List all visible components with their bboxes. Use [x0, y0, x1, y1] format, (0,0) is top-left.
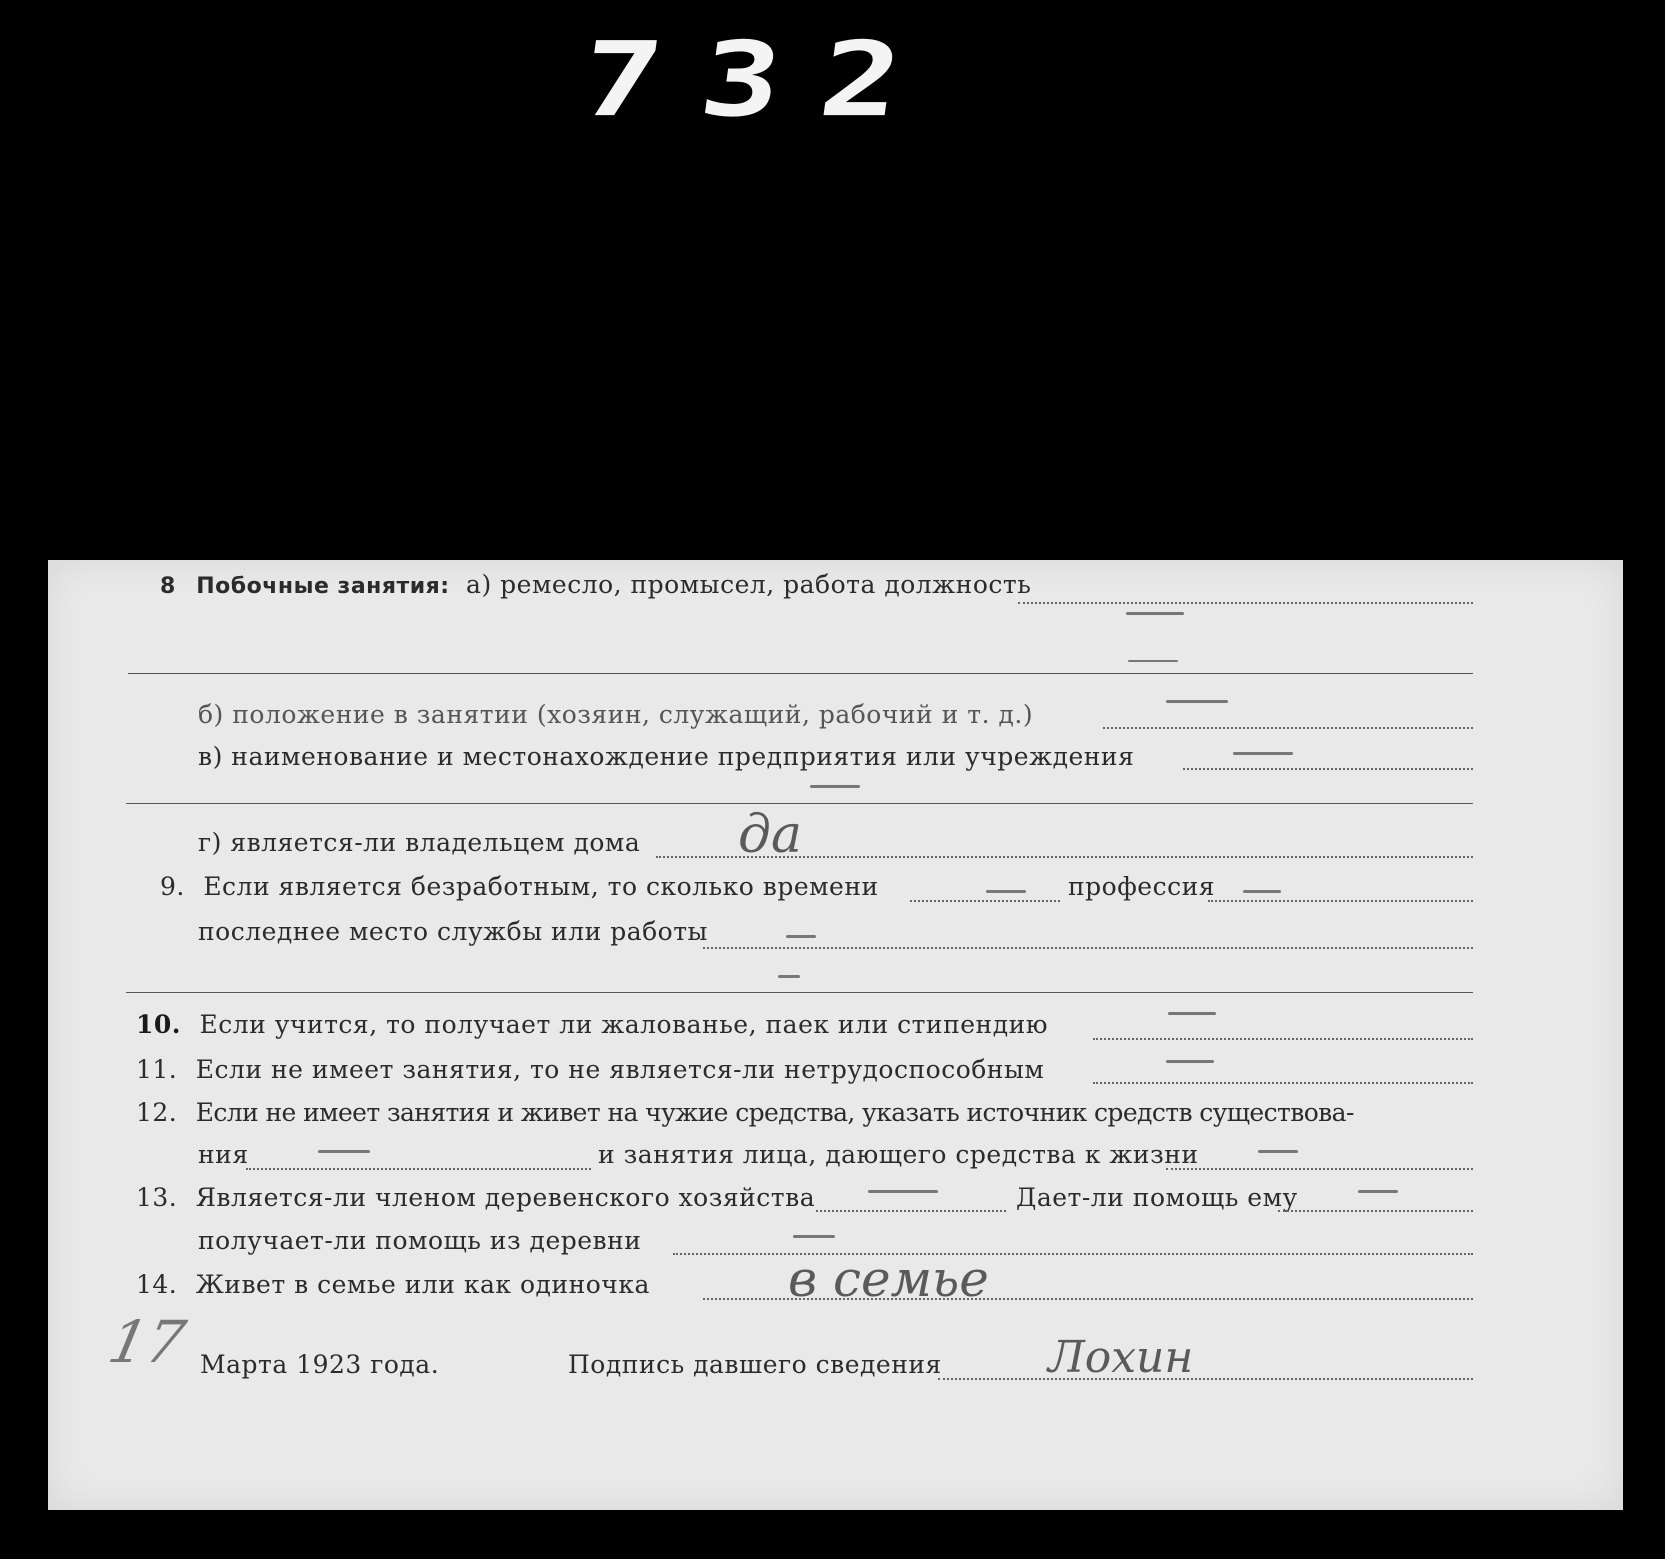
q9-last-dash — [786, 935, 816, 938]
q8v-text: в) наименование и местонахождение предприятия или учреждения — [198, 742, 1135, 771]
q12-person-dash — [1258, 1150, 1298, 1153]
signature-row — [568, 1350, 942, 1379]
q8b-text: б) положение в занятии (хозяин, служащий, рабочий и т. д.) — [198, 700, 1034, 729]
q8g-row — [198, 828, 640, 857]
q8a-dash — [1126, 612, 1184, 615]
q14-number: 14. — [136, 1270, 178, 1299]
q9-prof-dash — [1243, 890, 1281, 893]
q11-answer-line — [1093, 1082, 1473, 1084]
frame-number: 732 — [573, 20, 949, 141]
signature-line — [938, 1378, 1473, 1380]
q10-row — [136, 1010, 1048, 1039]
q14-text: Живет в семье или как одиночка — [195, 1270, 650, 1299]
q11-number: 11. — [136, 1055, 178, 1084]
q9-prof-wrap — [1068, 872, 1215, 901]
q12-person-line — [1166, 1168, 1473, 1170]
q13-help-dash — [1358, 1190, 1398, 1193]
q9-time-line — [910, 900, 1060, 902]
date-day: 17 — [102, 1308, 192, 1376]
q12-number: 12. — [136, 1098, 178, 1127]
q8a-rule-2 — [128, 673, 1473, 674]
q13-member-line — [816, 1210, 1006, 1212]
q9-last: последнее место службы или работы — [198, 917, 708, 946]
q9-prof: профессия — [1068, 872, 1216, 901]
q8g-answer: да — [738, 805, 802, 865]
q10-text: Если учится, то получает ли жалованье, паек или стипендию — [199, 1010, 1049, 1039]
q8v-dash-2 — [810, 785, 860, 788]
q8v-rule-2 — [126, 803, 1473, 804]
q10-dash — [1168, 1012, 1216, 1015]
q10-number: 10. — [136, 1010, 181, 1039]
q8a-text: а) ремесло, промысел, работа должность — [466, 570, 1032, 599]
q11-text: Если не имеет занятия, то не является-ли нетрудоспособным — [195, 1055, 1045, 1084]
q8v-dash — [1233, 752, 1293, 755]
q8a-dash-2 — [1128, 660, 1178, 662]
q13-help-wrap — [1016, 1183, 1298, 1212]
q12-cont-b-wrap — [598, 1140, 1199, 1169]
q11-dash — [1166, 1060, 1214, 1063]
q12-cont-row — [198, 1140, 249, 1169]
q12-cont-a: ния — [198, 1140, 249, 1169]
q8v-row — [198, 742, 1134, 771]
q9-text: Если является безработным, то сколько времени — [203, 872, 879, 901]
q13-receive-row — [198, 1226, 641, 1255]
q8g-text: г) является-ли владельцем дома — [198, 828, 641, 857]
q8b-dash — [1166, 700, 1228, 703]
q8b-answer-line — [1103, 727, 1473, 729]
date-row — [200, 1350, 439, 1379]
census-form-card — [48, 560, 1623, 1510]
q9-last-line — [703, 947, 1473, 949]
q10-answer-line — [1093, 1038, 1473, 1040]
q9-rule-2 — [126, 992, 1473, 993]
q9-time-dash — [986, 890, 1026, 893]
signature: Лохин — [1048, 1332, 1194, 1383]
q9-dash-2 — [778, 975, 800, 978]
q12-row — [136, 1098, 1354, 1127]
q13-receive-dash — [793, 1235, 835, 1238]
q8-label: Побочные занятия: — [196, 574, 450, 599]
q13-help-line — [1278, 1210, 1473, 1212]
q13-receive: получает-ли помощь из деревни — [198, 1226, 642, 1255]
q12-cont-b: и занятия лица, дающего средства к жизни — [598, 1140, 1199, 1169]
q8b-row — [198, 700, 1033, 729]
q9-prof-line — [1208, 900, 1473, 902]
q12-text: Если не имеет занятия и живет на чужие средства, указать источник средств существова- — [195, 1098, 1354, 1127]
q9-last-row — [198, 917, 708, 946]
q8-number: 8 — [160, 574, 176, 599]
signature-label: Подпись давшего сведения — [568, 1350, 942, 1379]
q13-row — [136, 1183, 815, 1212]
q8v-answer-line — [1183, 768, 1473, 770]
q13-text: Является-ли членом деревенского хозяйства — [195, 1183, 816, 1212]
q12-source-line — [246, 1168, 591, 1170]
q14-row — [136, 1270, 650, 1299]
q12-source-dash — [318, 1150, 370, 1153]
q8-row — [160, 570, 1031, 599]
q13-member-dash — [868, 1190, 938, 1193]
q9-row — [160, 872, 879, 901]
q8a-answer-line — [1018, 602, 1473, 604]
q13-help: Дает-ли помощь ему — [1016, 1183, 1298, 1212]
q11-row — [136, 1055, 1044, 1084]
date-text: Марта 1923 года. — [200, 1350, 440, 1379]
q14-answer: в семье — [788, 1250, 989, 1308]
q13-number: 13. — [136, 1183, 178, 1212]
q9-number: 9. — [160, 872, 185, 901]
